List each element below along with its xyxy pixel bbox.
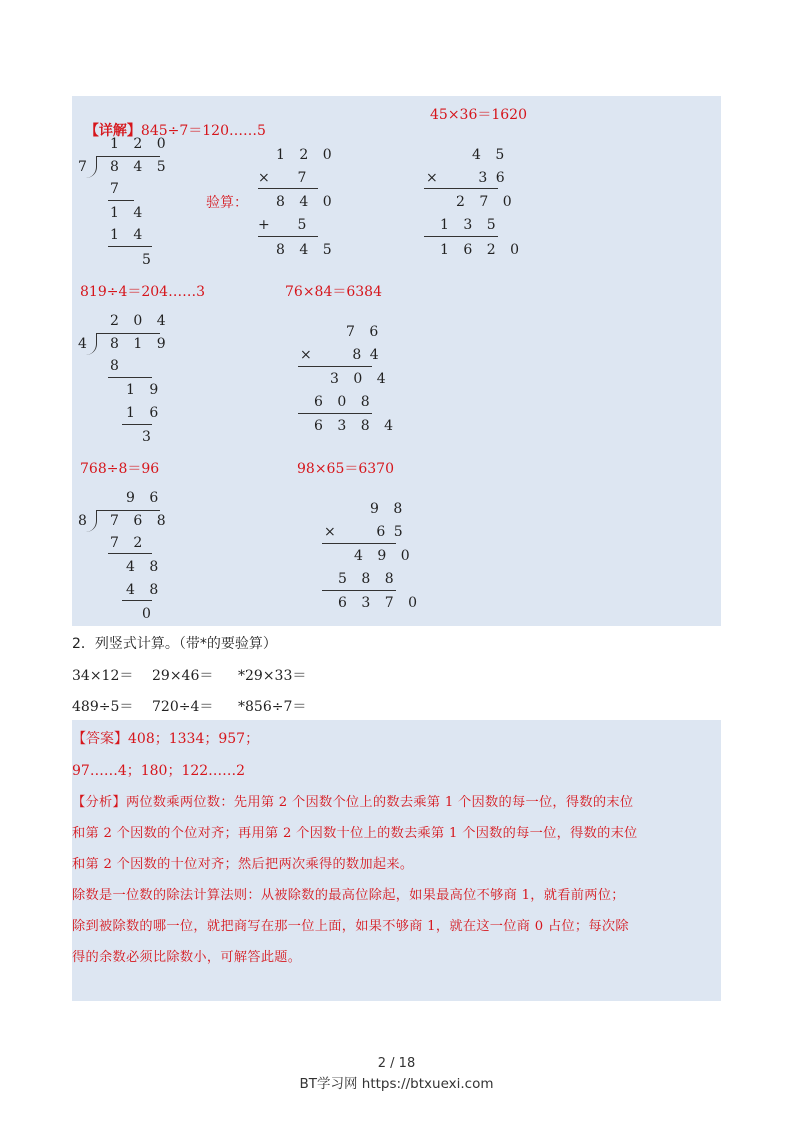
question-item: 29×46＝ [152, 668, 214, 684]
site-link[interactable]: BT学习网 https://btxuexi.com [299, 1076, 494, 1092]
detail-eq-768: 768÷8＝96 [80, 461, 160, 477]
analysis-line: 除数是一位数的除法计算法则：从被除数的最高位除起，如果最高位不够商 1，就看前两位； [72, 888, 625, 903]
analysis-line: 和第 2 个因数的十位对齐；然后把两次乘得的数加起来。 [72, 857, 414, 872]
answer-line: 【答案】408；1334；957； [72, 731, 260, 747]
question-item: 34×12＝ [72, 668, 134, 684]
analysis-line: 得的余数必须比除数小，可解答此题。 [72, 950, 302, 965]
page-number: 2 / 18 [377, 1056, 416, 1071]
question-item: *856÷7＝ [238, 699, 307, 715]
question-item: 489÷5＝ [72, 699, 134, 715]
analysis-line: 和第 2 个因数的个位对齐；再用第 2 个因数十位上的数去乘第 1 个因数的每一位，得数的末位 [72, 826, 638, 841]
question-item: 720÷4＝ [152, 699, 214, 715]
analysis-line: 除到被除数的哪一位，就把商写在那一位上面，如果不够商 1，就在这一位商 0 占位；每次除 [72, 919, 629, 934]
detail-panel [72, 96, 721, 626]
question-item: *29×33＝ [238, 668, 307, 684]
analysis-line: 【分析】两位数乘两位数：先用第 2 个因数个位上的数去乘第 1 个因数的每一位，得数的末位 [72, 795, 634, 810]
detail-eq-76x84: 76×84＝6384 [285, 284, 382, 300]
check-label: 验算： [206, 195, 248, 211]
detail-eq-98x65: 98×65＝6370 [297, 461, 394, 477]
question-title: 2．列竖式计算。（带*的要验算） [72, 636, 277, 652]
detail-eq-45x36: 45×36＝1620 [430, 107, 527, 123]
detail-eq-845: 【详解】845÷7＝120……5 [84, 123, 266, 139]
detail-eq-819: 819÷4＝204……3 [80, 284, 205, 300]
answer-line: 97……4；180；122……2 [72, 763, 246, 779]
detail-label: 【详解】 [84, 123, 141, 139]
